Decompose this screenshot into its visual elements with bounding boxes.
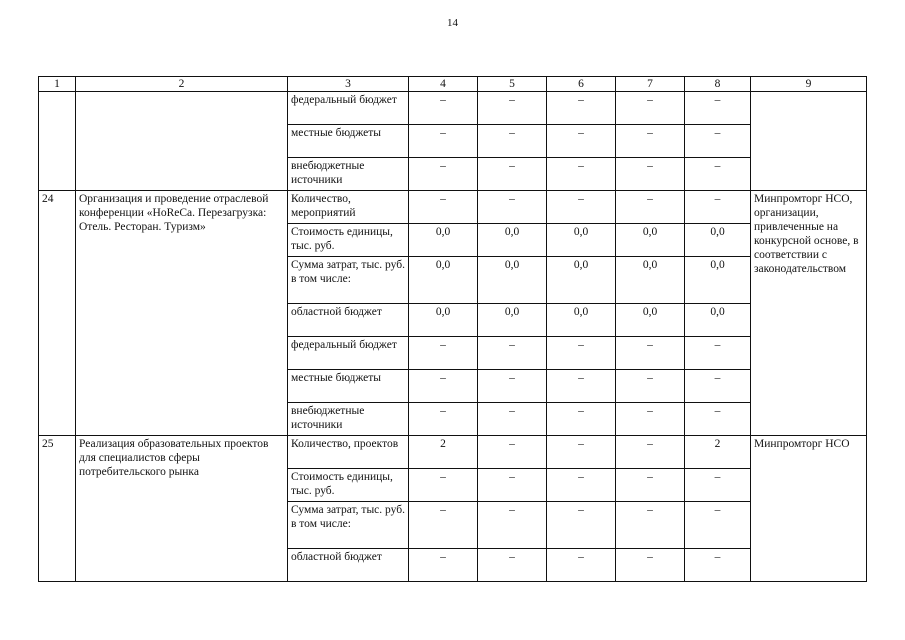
- table-row: [39, 191, 867, 224]
- value-cell: –: [409, 502, 478, 549]
- header-cell: 6: [547, 77, 616, 92]
- page-number: 14: [447, 17, 458, 29]
- header-cell: 2: [76, 77, 288, 92]
- value-cell: –: [409, 337, 478, 370]
- value-cell: 0,0: [616, 224, 685, 257]
- value-cell: 0,0: [409, 304, 478, 337]
- responsible-cell: Минпромторг НСО, организации, привлеченные на конкурсной основе, в соответствии с законодательством: [751, 191, 867, 436]
- event-name-cell: Организация и проведение отраслевой конференции «HoReCa. Перезагрузка: Отель. Ресторан. Туризм»: [76, 191, 288, 436]
- indicator-cell: федеральный бюджет: [288, 337, 409, 370]
- responsible-cell: Минпромторг НСО: [751, 436, 867, 582]
- header-cell: 4: [409, 77, 478, 92]
- value-cell: 2: [409, 436, 478, 469]
- value-cell: –: [685, 502, 751, 549]
- header-cell: 1: [39, 77, 76, 92]
- measures-table: [38, 76, 867, 582]
- header-row: [39, 77, 867, 92]
- value-cell: –: [616, 92, 685, 125]
- value-cell: –: [478, 436, 547, 469]
- value-cell: –: [616, 502, 685, 549]
- value-cell: 0,0: [616, 257, 685, 304]
- value-cell: –: [409, 191, 478, 224]
- value-cell: –: [547, 469, 616, 502]
- table-row: [39, 92, 867, 125]
- value-cell: –: [547, 92, 616, 125]
- value-cell: –: [478, 92, 547, 125]
- indicator-cell: Количество, мероприятий: [288, 191, 409, 224]
- value-cell: –: [685, 337, 751, 370]
- indicator-cell: областной бюджет: [288, 304, 409, 337]
- value-cell: –: [616, 125, 685, 158]
- value-cell: –: [685, 158, 751, 191]
- value-cell: –: [616, 436, 685, 469]
- value-cell: –: [478, 549, 547, 582]
- value-cell: –: [685, 125, 751, 158]
- value-cell: –: [478, 502, 547, 549]
- responsible-cell: [751, 92, 867, 191]
- value-cell: –: [616, 403, 685, 436]
- event-name-cell: [76, 92, 288, 191]
- value-cell: –: [547, 191, 616, 224]
- indicator-cell: областной бюджет: [288, 549, 409, 582]
- value-cell: –: [616, 158, 685, 191]
- header-cell: 3: [288, 77, 409, 92]
- row-number-cell: [39, 92, 76, 191]
- indicator-cell: Стоимость единицы, тыс. руб.: [288, 469, 409, 502]
- value-cell: –: [685, 370, 751, 403]
- value-cell: –: [547, 502, 616, 549]
- value-cell: –: [547, 158, 616, 191]
- value-cell: –: [547, 436, 616, 469]
- value-cell: –: [616, 549, 685, 582]
- indicator-cell: Количество, проектов: [288, 436, 409, 469]
- indicator-cell: Сумма затрат, тыс. руб. в том числе:: [288, 257, 409, 304]
- value-cell: –: [478, 337, 547, 370]
- value-cell: 0,0: [547, 224, 616, 257]
- value-cell: 0,0: [685, 304, 751, 337]
- value-cell: –: [685, 549, 751, 582]
- value-cell: –: [409, 158, 478, 191]
- table-body: [39, 92, 867, 582]
- value-cell: –: [547, 125, 616, 158]
- value-cell: 0,0: [478, 304, 547, 337]
- value-cell: –: [478, 469, 547, 502]
- indicator-cell: внебюджетные источники: [288, 403, 409, 436]
- value-cell: 0,0: [409, 257, 478, 304]
- table-row: [39, 436, 867, 469]
- value-cell: 0,0: [547, 257, 616, 304]
- value-cell: –: [616, 469, 685, 502]
- value-cell: 0,0: [409, 224, 478, 257]
- value-cell: –: [685, 191, 751, 224]
- header-cell: 9: [751, 77, 867, 92]
- value-cell: 0,0: [478, 224, 547, 257]
- indicator-cell: Сумма затрат, тыс. руб. в том числе:: [288, 502, 409, 549]
- value-cell: –: [409, 125, 478, 158]
- value-cell: –: [478, 191, 547, 224]
- value-cell: –: [616, 337, 685, 370]
- value-cell: –: [409, 370, 478, 403]
- value-cell: –: [547, 403, 616, 436]
- value-cell: 0,0: [685, 224, 751, 257]
- value-cell: –: [478, 125, 547, 158]
- indicator-cell: федеральный бюджет: [288, 92, 409, 125]
- value-cell: 0,0: [547, 304, 616, 337]
- indicator-cell: местные бюджеты: [288, 370, 409, 403]
- value-cell: –: [409, 549, 478, 582]
- value-cell: 0,0: [478, 257, 547, 304]
- value-cell: –: [616, 191, 685, 224]
- value-cell: –: [478, 403, 547, 436]
- indicator-cell: местные бюджеты: [288, 125, 409, 158]
- value-cell: –: [685, 403, 751, 436]
- value-cell: 0,0: [685, 257, 751, 304]
- value-cell: –: [409, 403, 478, 436]
- indicator-cell: внебюджетные источники: [288, 158, 409, 191]
- value-cell: –: [547, 337, 616, 370]
- value-cell: –: [409, 92, 478, 125]
- indicator-cell: Стоимость единицы, тыс. руб.: [288, 224, 409, 257]
- value-cell: –: [616, 370, 685, 403]
- value-cell: –: [685, 469, 751, 502]
- event-name-cell: Реализация образовательных проектов для специалистов сферы потребительского рынка: [76, 436, 288, 582]
- value-cell: –: [547, 549, 616, 582]
- header-cell: 5: [478, 77, 547, 92]
- row-number-cell: 24: [39, 191, 76, 436]
- row-number-cell: 25: [39, 436, 76, 582]
- value-cell: –: [478, 158, 547, 191]
- value-cell: –: [478, 370, 547, 403]
- value-cell: –: [409, 469, 478, 502]
- header-cell: 7: [616, 77, 685, 92]
- value-cell: –: [685, 92, 751, 125]
- header-cell: 8: [685, 77, 751, 92]
- value-cell: 0,0: [616, 304, 685, 337]
- value-cell: 2: [685, 436, 751, 469]
- value-cell: –: [547, 370, 616, 403]
